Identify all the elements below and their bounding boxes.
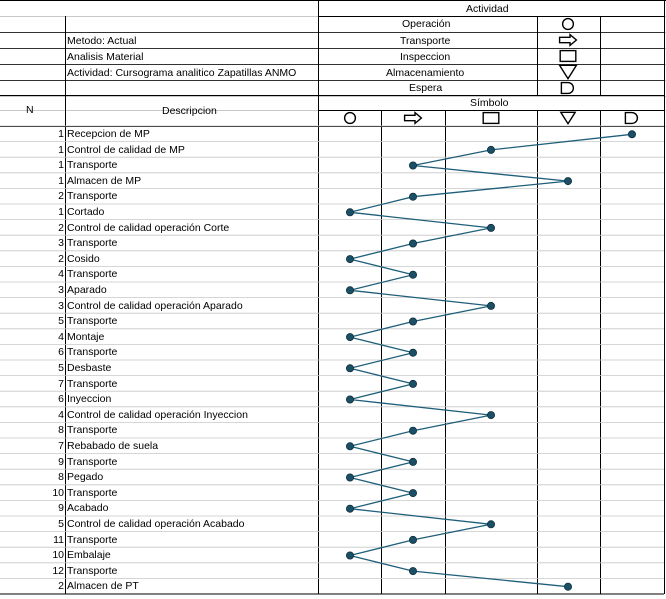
flow-point (346, 209, 353, 216)
row-description: Embalaje (67, 549, 111, 562)
d-shape-icon (561, 83, 573, 94)
flow-point (409, 162, 416, 169)
flow-point (487, 146, 494, 153)
flow-point (409, 490, 416, 497)
row-description: Almacen de PT (67, 580, 139, 593)
row-number: 2 (58, 252, 64, 265)
legend-inspeccion-label: Inspeccion (400, 51, 451, 63)
row-description: Control de calidad operación Inyeccion (67, 408, 248, 421)
row-number: 3 (58, 237, 64, 250)
row-description: Cosido (67, 252, 100, 265)
row-number: 3 (58, 299, 64, 312)
row-description: Almacen de MP (67, 174, 142, 187)
row-number: 2 (58, 580, 64, 593)
row-number: 2 (58, 190, 64, 203)
row-description: Transporte (67, 377, 118, 390)
flow-point (409, 240, 416, 247)
legend-transporte-label: Transporte (400, 35, 451, 47)
row-description: Cortado (67, 206, 105, 218)
row-description: Control de calidad operación Corte (67, 221, 230, 234)
flow-point (409, 427, 416, 434)
row-number: 5 (58, 362, 64, 374)
column-simbolo-header: Símbolo (470, 97, 509, 109)
row-description: Transporte (67, 533, 118, 546)
row-number: 10 (52, 486, 64, 499)
column-descripcion-header: Descripcion (162, 105, 217, 117)
row-number: 6 (58, 393, 64, 406)
row-number: 9 (58, 455, 64, 468)
flow-point (346, 334, 353, 341)
row-number: 5 (58, 315, 64, 328)
flow-point (564, 178, 571, 185)
row-description: Transporte (67, 268, 118, 281)
row-number: 8 (58, 424, 64, 437)
flow-point (564, 583, 571, 590)
flow-point (409, 349, 416, 356)
flow-point (409, 380, 416, 387)
row-number: 7 (58, 440, 64, 452)
flow-point (487, 302, 494, 309)
row-number: 11 (53, 533, 64, 546)
row-description: Recepcion de MP (67, 128, 150, 140)
flow-point (487, 412, 494, 419)
row-number: 4 (58, 408, 64, 421)
row-number: 1 (58, 128, 64, 140)
arrow-icon (405, 113, 422, 124)
row-description: Transporte (67, 424, 118, 437)
row-number: 6 (58, 346, 64, 359)
row-description: Control de calidad operación Aparado (67, 299, 243, 312)
metodo-label: Metodo: Actual (67, 35, 137, 47)
flow-point (346, 552, 353, 559)
d-shape-icon (625, 113, 637, 124)
circle-icon (345, 113, 356, 124)
flow-point (346, 287, 353, 294)
analisis-label: Analisis Material (67, 51, 144, 63)
row-number: 7 (58, 377, 64, 390)
row-description: Desbaste (67, 362, 112, 374)
square-icon (483, 113, 499, 124)
flow-point (409, 536, 416, 543)
flow-line (350, 134, 632, 586)
flow-point (409, 458, 416, 465)
row-number: 4 (58, 330, 64, 343)
square-icon (560, 51, 576, 62)
row-number: 4 (58, 268, 64, 281)
row-description: Control de calidad operación Acabado (67, 518, 245, 530)
flow-point (346, 256, 353, 263)
triangle-icon (560, 65, 577, 78)
row-description: Transporte (67, 237, 118, 250)
row-number: 8 (58, 471, 64, 484)
flow-point (346, 505, 353, 512)
row-description: Acabado (67, 502, 109, 515)
circle-icon (563, 19, 574, 30)
triangle-icon (561, 112, 575, 123)
row-description: Control de calidad de MP (67, 143, 185, 156)
legend-operacion-label: Operación (402, 18, 451, 30)
flow-point (346, 474, 353, 481)
row-description: Rebabado de suela (67, 440, 159, 452)
flow-point (409, 318, 416, 325)
row-description: Montaje (67, 330, 105, 343)
row-number: 2 (58, 221, 64, 234)
row-number: 1 (58, 143, 64, 156)
legend-almacenamiento-label: Almacenamiento (386, 67, 465, 79)
row-description: Inyeccion (67, 393, 112, 406)
row-description: Transporte (67, 564, 118, 577)
actividad-desc-label: Actividad: Cursograma analitico Zapatillas ANMO (67, 67, 297, 79)
row-description: Pegado (67, 471, 104, 484)
row-number: 1 (58, 206, 64, 218)
row-description: Transporte (67, 190, 118, 203)
row-number: 12 (52, 564, 64, 577)
flow-point (346, 365, 353, 372)
row-description: Transporte (67, 486, 118, 499)
row-description: Transporte (67, 455, 118, 468)
flow-point (409, 271, 416, 278)
row-number: 9 (58, 502, 64, 515)
row-number: 1 (58, 159, 64, 172)
row-description: Transporte (67, 346, 118, 359)
arrow-icon (560, 35, 577, 46)
row-number: 1 (58, 174, 64, 187)
row-number: 3 (58, 284, 64, 296)
flow-point (346, 443, 353, 450)
flow-point (346, 396, 353, 403)
flow-point (487, 521, 494, 528)
flow-point (409, 568, 416, 575)
row-description: Transporte (67, 159, 118, 172)
flow-point (628, 131, 635, 138)
flow-point (487, 224, 494, 231)
legend-espera-label: Espera (409, 82, 443, 94)
row-description: Aparado (67, 284, 107, 296)
actividad-title: Actividad (466, 3, 509, 15)
row-description: Transporte (67, 315, 118, 328)
row-number: 10 (52, 549, 64, 562)
row-number: 5 (58, 518, 64, 530)
column-n-header: N (26, 104, 34, 116)
flow-point (409, 193, 416, 200)
